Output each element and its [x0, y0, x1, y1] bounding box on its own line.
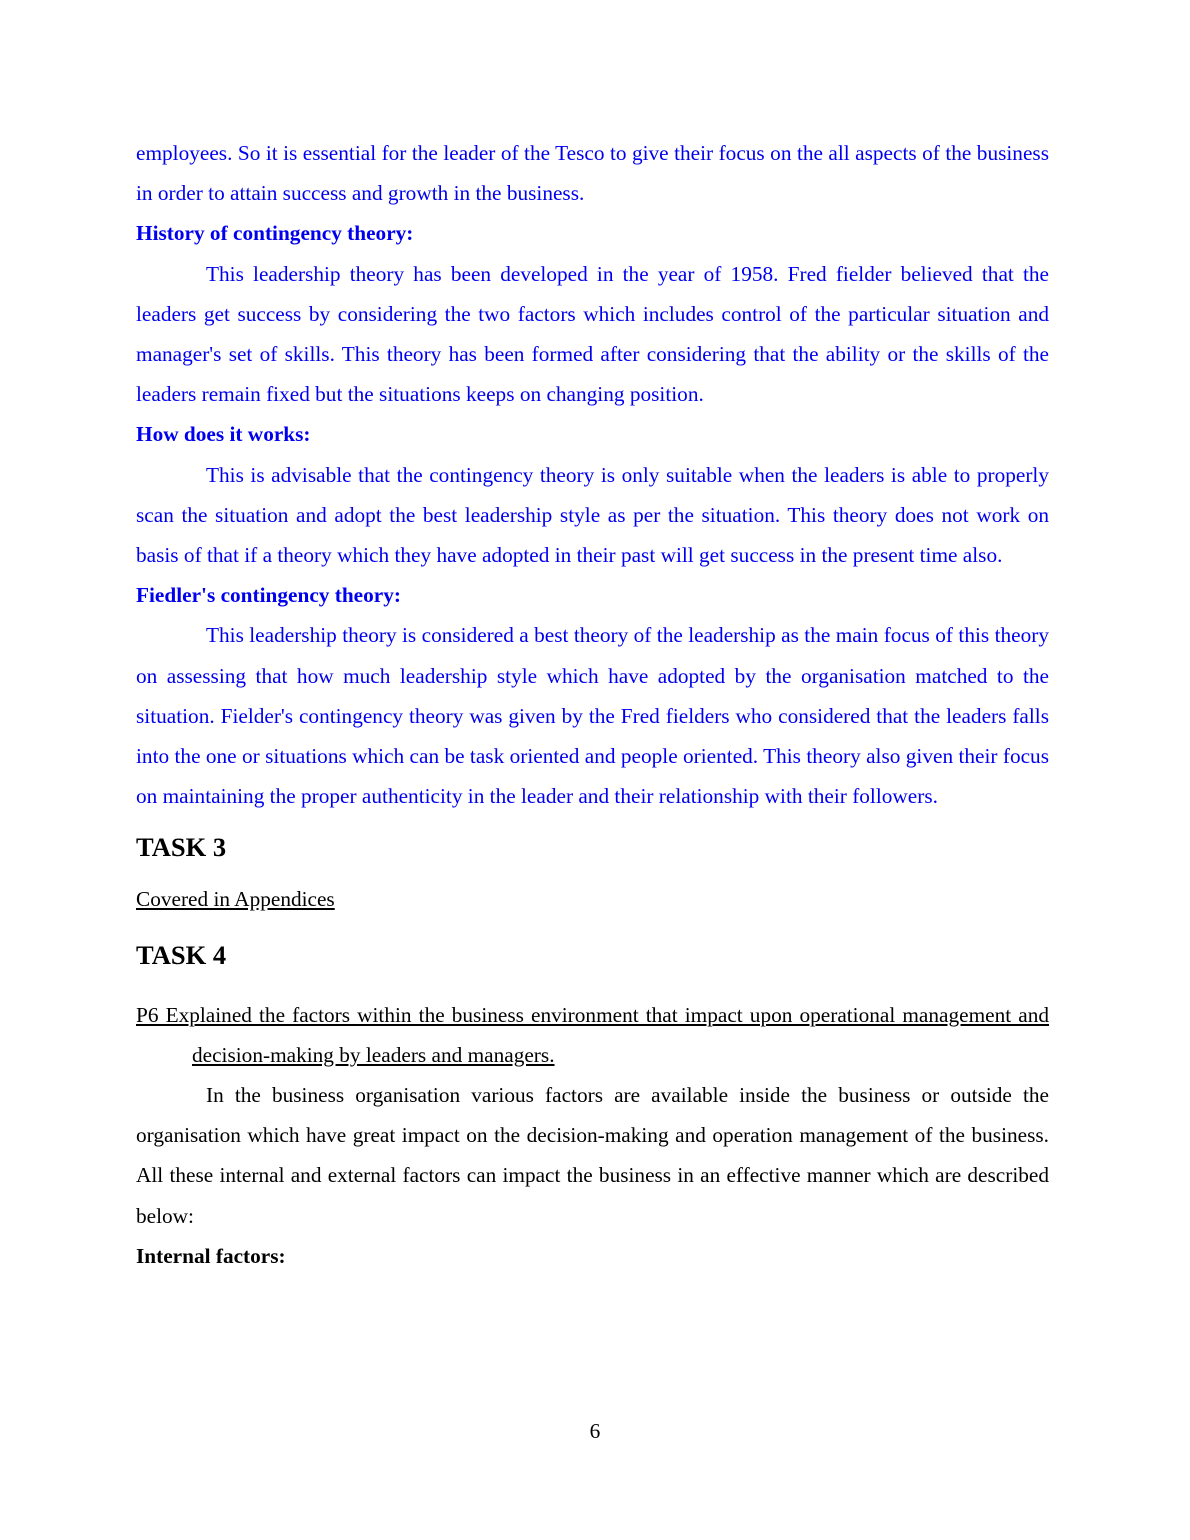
document-page [136, 133, 1049, 1276]
history-heading: History of contingency theory: [136, 221, 414, 246]
intro-continuation-paragraph: employees. So it is essential for the leader of the Tesco to give their focus on the all aspects of the business in order to attain success and growth in the business. [136, 141, 1049, 206]
how-it-works-paragraph: This is advisable that the contingency theory is only suitable when the leaders is able to properly scan the situation and adopt the best leadership style as per the situation. This theory does not work on basis of that if a theory which they have adopted in their past will get success in the present time also. [136, 462, 1049, 568]
task-3-note: Covered in Appendices [136, 887, 335, 912]
task-4-title: TASK 4 [136, 939, 227, 970]
task-4-criterion: P6 Explained the factors within the business environment that impact upon operational management and decision-making by leaders and managers. [136, 1002, 1049, 1067]
page-number: 6 [589, 1419, 601, 1443]
fiedler-paragraph: This leadership theory is considered a best theory of the leadership as the main focus of this theory on assessing that how much leadership style which have adopted by the organisation matched to the situation. Fielder's contingency theory was given by the Fred fielders who considered that the leaders falls into the one or situations which can be task oriented and people oriented. This theory also given their focus on maintaining the proper authenticity in the leader and their relationship with their followers. [136, 623, 1049, 809]
task-3-title: TASK 3 [136, 832, 227, 863]
how-it-works-heading: How does it works: [136, 422, 311, 447]
task-4-paragraph: In the business organisation various factors are available inside the business or outside the organisation which have great impact on the decision-making and operation management of the business. All these internal and external factors can impact the business in an effective manner which are described below: [136, 1083, 1049, 1228]
history-paragraph: This leadership theory has been developed in the year of 1958. Fred fielder believed that the leaders get success by considering the two factors which includes control of the particular situation and manager's set of skills. This theory has been formed after considering that the ability or the skills of the leaders remain fixed but the situations keeps on changing position. [136, 261, 1049, 407]
internal-factors-heading: Internal factors: [136, 1243, 286, 1268]
fiedler-heading: Fiedler's contingency theory: [136, 583, 401, 608]
